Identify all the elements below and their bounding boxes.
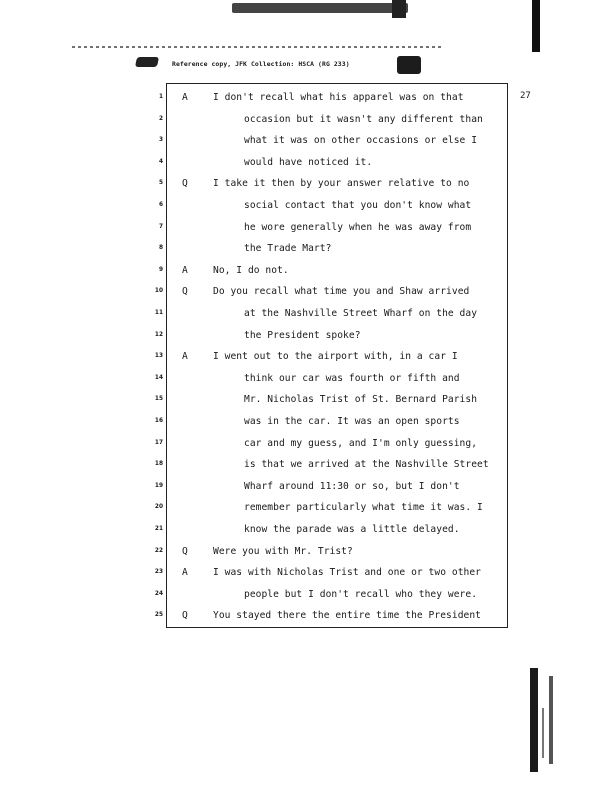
speaker-label: Q <box>182 610 188 622</box>
scan-artifact-bottom-line <box>542 708 544 758</box>
transcript-line-text: was in the car. It was an open sports <box>244 416 460 427</box>
transcript-line-text: I went out to the airport with, in a car I <box>213 351 458 363</box>
transcript-line-text: Wharf around 11:30 or so, but I don't <box>244 480 460 492</box>
line-number: 5 <box>158 180 163 187</box>
transcript-line-text: occasion but it wasn't any different than <box>244 113 483 125</box>
header-blot <box>135 57 159 67</box>
speaker-label: A <box>182 567 188 579</box>
header-stamp <box>397 56 421 74</box>
scan-artifact-dashed-line <box>72 46 442 48</box>
transcript-line-text: remember particularly what time it was. I <box>244 502 483 514</box>
speaker-label: Q <box>182 545 188 557</box>
scan-artifact-top-blot <box>392 0 406 18</box>
transcript-line-text: at the Nashville Street Wharf on the day <box>244 308 478 319</box>
transcript-line-text: know the parade was a little delayed. <box>244 524 460 535</box>
transcript-line-text: No, I do not. <box>213 264 289 276</box>
scan-artifact-right-bar <box>532 0 540 52</box>
line-number: 3 <box>158 137 163 144</box>
scan-artifact-bottom-bar <box>530 668 538 772</box>
transcript-line-text: I was with Nicholas Trist and one or two other <box>213 567 481 579</box>
transcript-line-text: I don't recall what his apparel was on that <box>213 92 464 103</box>
line-number: 20 <box>154 504 163 511</box>
line-number: 13 <box>154 353 163 360</box>
transcript-line-text: people but I don't recall who they were. <box>244 588 478 600</box>
line-number: 21 <box>154 526 163 532</box>
line-number: 16 <box>154 418 163 424</box>
line-number: 23 <box>154 569 163 576</box>
speaker-label: A <box>182 92 188 103</box>
transcript-line-text: the Trade Mart? <box>244 243 332 255</box>
line-number: 19 <box>154 482 163 489</box>
line-number: 7 <box>158 223 163 230</box>
transcript-line-text: social contact that you don't know what <box>244 200 472 211</box>
transcript-line-text: would have noticed it. <box>244 156 373 168</box>
transcript-line-text: is that we arrived at the Nashville Street <box>244 459 489 471</box>
line-number: 12 <box>154 331 163 338</box>
speaker-label: A <box>182 351 188 363</box>
line-number: 2 <box>158 115 163 122</box>
line-number: 25 <box>154 612 163 619</box>
transcript-line-text: Do you recall what time you and Shaw arrived <box>213 286 470 298</box>
line-number: 18 <box>154 461 163 468</box>
line-number: 8 <box>158 245 163 252</box>
line-number: 14 <box>154 374 163 381</box>
transcript-line-text: what it was on other occasions or else I <box>244 135 478 147</box>
line-number: 6 <box>158 202 163 208</box>
line-number: 10 <box>154 288 163 295</box>
transcript-line-text: think our car was fourth or fifth and <box>244 372 460 384</box>
transcript-line-text: Were you with Mr. Trist? <box>213 545 353 557</box>
line-number: 22 <box>154 547 163 554</box>
line-number: 1 <box>158 94 163 100</box>
transcript-line-text: the President spoke? <box>244 329 361 341</box>
speaker-label: A <box>182 264 188 276</box>
scan-artifact-bottom-bar-thin <box>549 676 553 764</box>
transcript-line-text: Mr. Nicholas Trist of St. Bernard Parish <box>244 394 478 406</box>
line-number: 9 <box>158 266 163 273</box>
scan-artifact-top-bar <box>232 3 408 13</box>
line-number: 17 <box>154 439 163 446</box>
line-number: 15 <box>154 396 163 403</box>
page-number: 27 <box>520 91 531 101</box>
speaker-label: Q <box>182 178 188 190</box>
line-number: 11 <box>154 310 163 316</box>
transcript-line-text: car and my guess, and I'm only guessing, <box>244 437 478 449</box>
line-number: 24 <box>154 590 163 597</box>
line-number: 4 <box>158 158 163 165</box>
reference-copy-header: Reference copy, JFK Collection: HSCA (RG 233) <box>172 60 350 68</box>
transcript-line-text: he wore generally when he was away from <box>244 221 472 233</box>
transcript-line-text: I take it then by your answer relative to no <box>213 178 470 190</box>
transcript-line-text: You stayed there the entire time the President <box>213 610 481 622</box>
speaker-label: Q <box>182 286 188 298</box>
